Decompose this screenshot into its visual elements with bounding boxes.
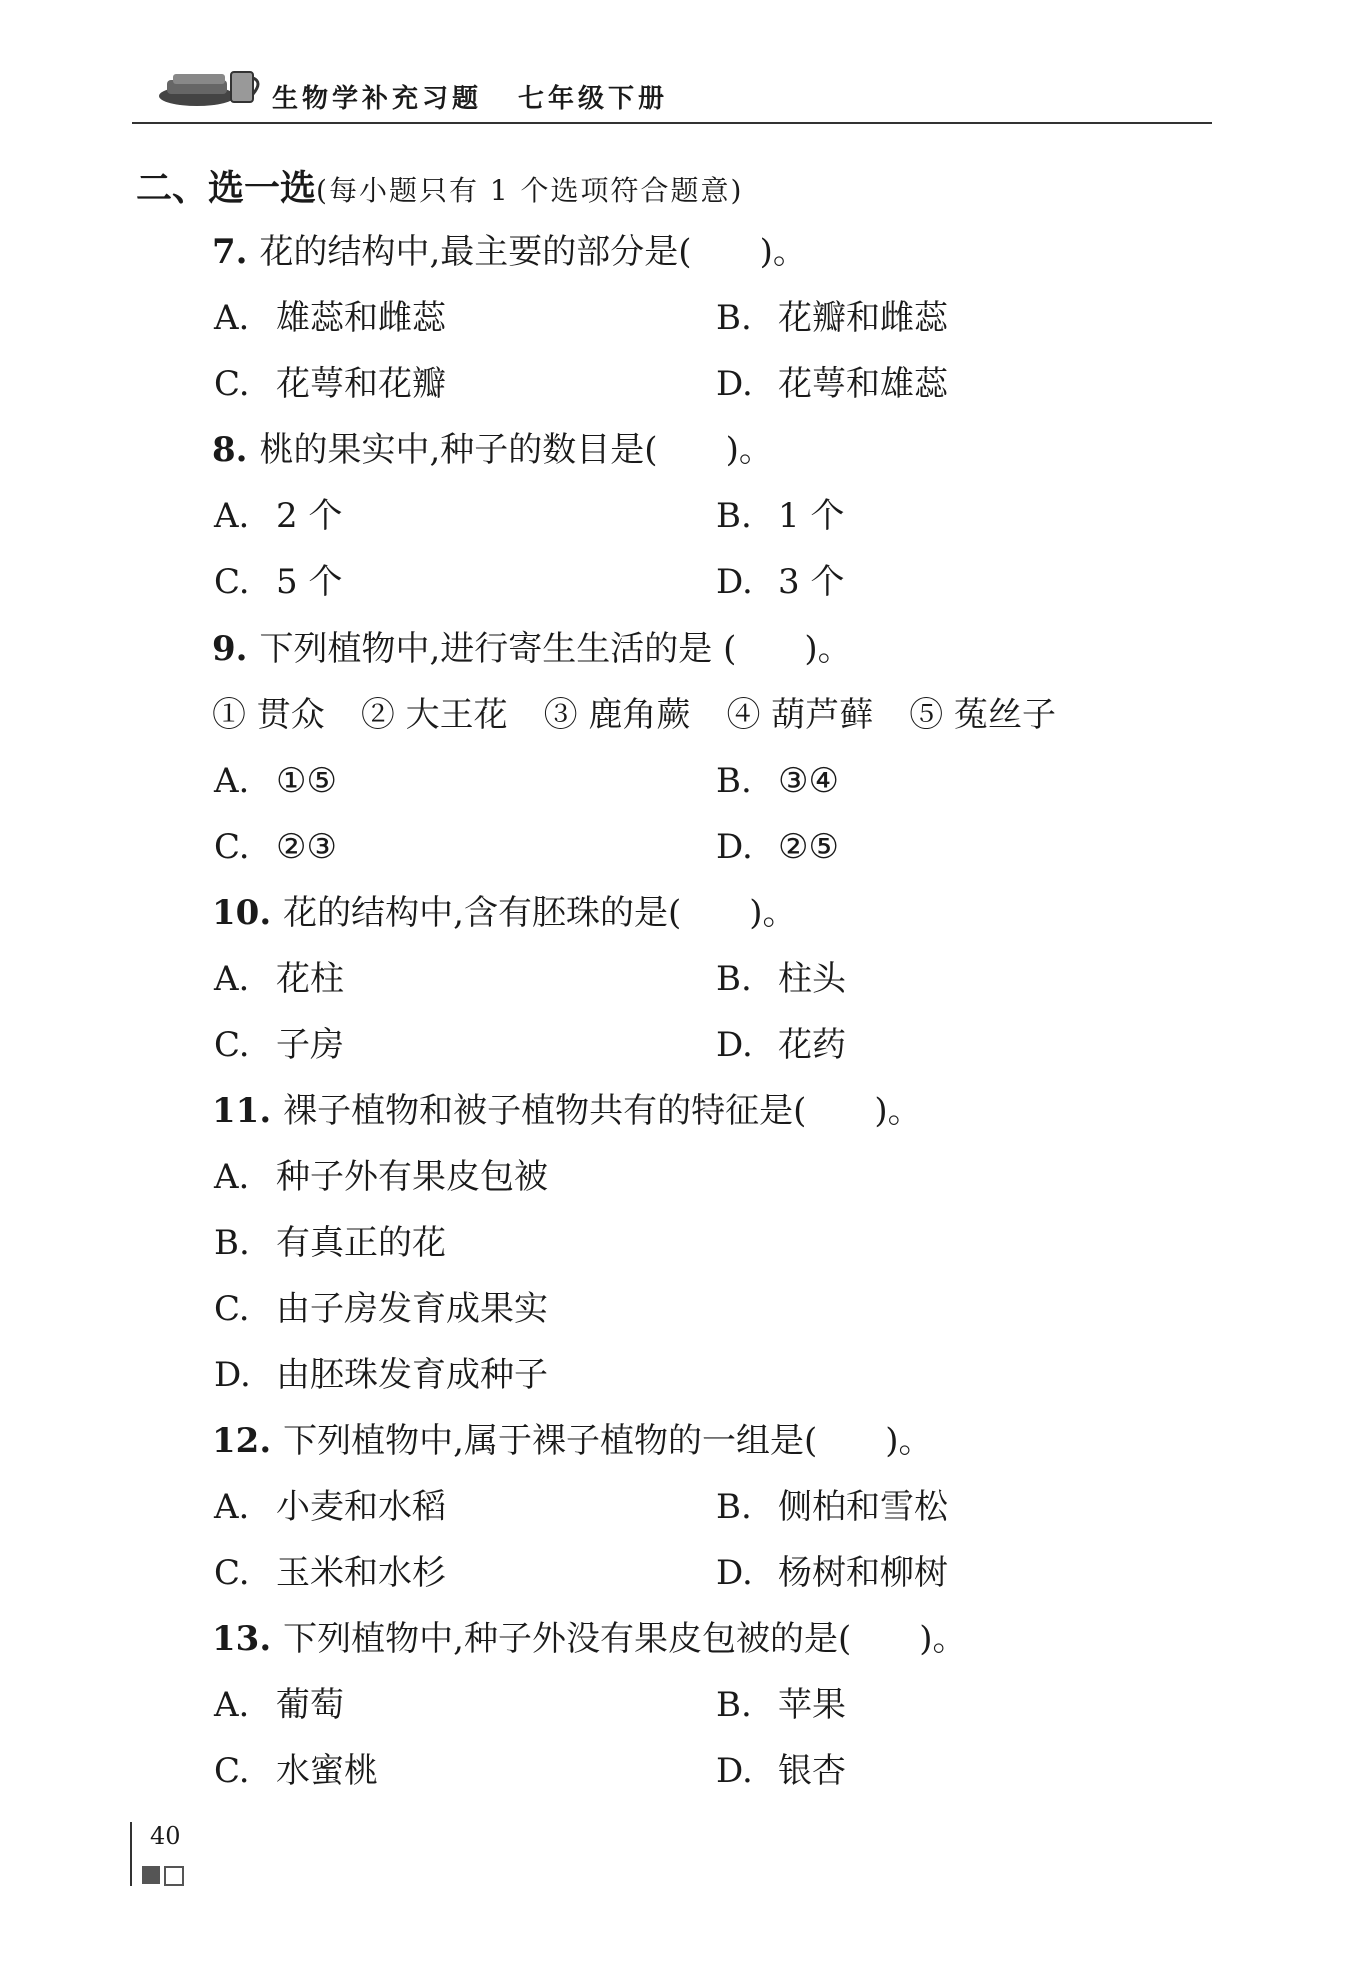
question-10 [212,891,797,935]
page-number: 40 [150,1822,181,1850]
option-11-d: D. 由胚珠发育成种子 [214,1355,548,1395]
option-12-d: D. 杨树和柳树 [716,1553,948,1593]
question-number: 13. [212,1619,272,1659]
option-9-d: D. ②⑤ [716,827,839,867]
question-number: 8. [212,430,248,470]
option-7-a: A. 雄蕊和雌蕊 [214,298,446,338]
option-9-b: B. ③④ [716,761,839,801]
section-note: (每小题只有 1 个选项符合题意) [316,174,744,207]
page-header [132,60,1212,124]
plant-list [212,693,1092,737]
footer-divider [130,1822,132,1886]
book-grade: 七年级下册 [518,84,669,114]
question-stem: 下列植物中,种子外没有果皮包被的是( )。 [283,1619,967,1659]
option-12-c: C. 玉米和水杉 [214,1553,446,1593]
option-12-b: B. 侧柏和雪松 [716,1487,948,1527]
option-13-c: C. 水蜜桃 [214,1751,378,1791]
books-and-cup-icon [157,66,267,112]
question-number: 10. [212,893,272,933]
option-10-c: C. 子房 [214,1025,344,1065]
section-title [136,160,743,211]
option-11-c: C. 由子房发育成果实 [214,1289,548,1329]
filled-square-icon [142,1866,160,1884]
question-7 [212,230,807,274]
book-name: 生物学补充习题 [272,84,483,114]
question-stem: 花的结构中,含有胚珠的是( )。 [283,893,797,933]
list-item: ④ 葫芦藓 [726,695,874,735]
question-stem: 下列植物中,进行寄生生活的是 ( )。 [259,629,852,669]
option-10-a: A. 花柱 [214,959,344,999]
list-item: ⑤ 菟丝子 [909,695,1057,735]
section-heading: 二、选一选 [136,168,317,209]
option-9-a: A. ①⑤ [214,761,337,801]
question-number: 12. [212,1421,272,1461]
option-9-c: C. ②③ [214,827,337,867]
list-item: ③ 鹿角蕨 [543,695,691,735]
option-7-c: C. 花萼和花瓣 [214,364,446,404]
question-12 [212,1419,933,1463]
option-8-a: A. 2 个 [214,496,343,536]
question-stem: 下列植物中,属于裸子植物的一组是( )。 [283,1421,933,1461]
option-13-a: A. 葡萄 [214,1685,344,1725]
option-10-d: D. 花药 [716,1025,846,1065]
option-12-a: A. 小麦和水稻 [214,1487,446,1527]
list-item: ② 大王花 [360,695,508,735]
option-10-b: B. 柱头 [716,959,846,999]
empty-square-icon [164,1866,184,1886]
option-8-c: C. 5 个 [214,562,343,602]
option-13-b: B. 苹果 [716,1685,846,1725]
question-13 [212,1617,967,1661]
question-11 [212,1089,922,1133]
option-8-d: D. 3 个 [716,562,845,602]
question-stem: 裸子植物和被子植物共有的特征是( )。 [283,1091,922,1131]
question-number: 11. [212,1091,272,1131]
question-number: 7. [212,232,248,272]
option-8-b: B. 1 个 [716,496,845,536]
question-8 [212,428,773,472]
question-stem: 桃的果实中,种子的数目是( )。 [259,430,773,470]
option-11-b: B. 有真正的花 [214,1223,446,1263]
question-9 [212,627,852,671]
book-title [272,78,668,115]
option-7-b: B. 花瓣和雌蕊 [716,298,948,338]
option-13-d: D. 银杏 [716,1751,846,1791]
list-item: ① 贯众 [212,695,325,735]
question-stem: 花的结构中,最主要的部分是( )。 [259,232,807,272]
option-11-a: A. 种子外有果皮包被 [214,1157,548,1197]
question-number: 9. [212,629,248,669]
option-7-d: D. 花萼和雄蕊 [716,364,948,404]
